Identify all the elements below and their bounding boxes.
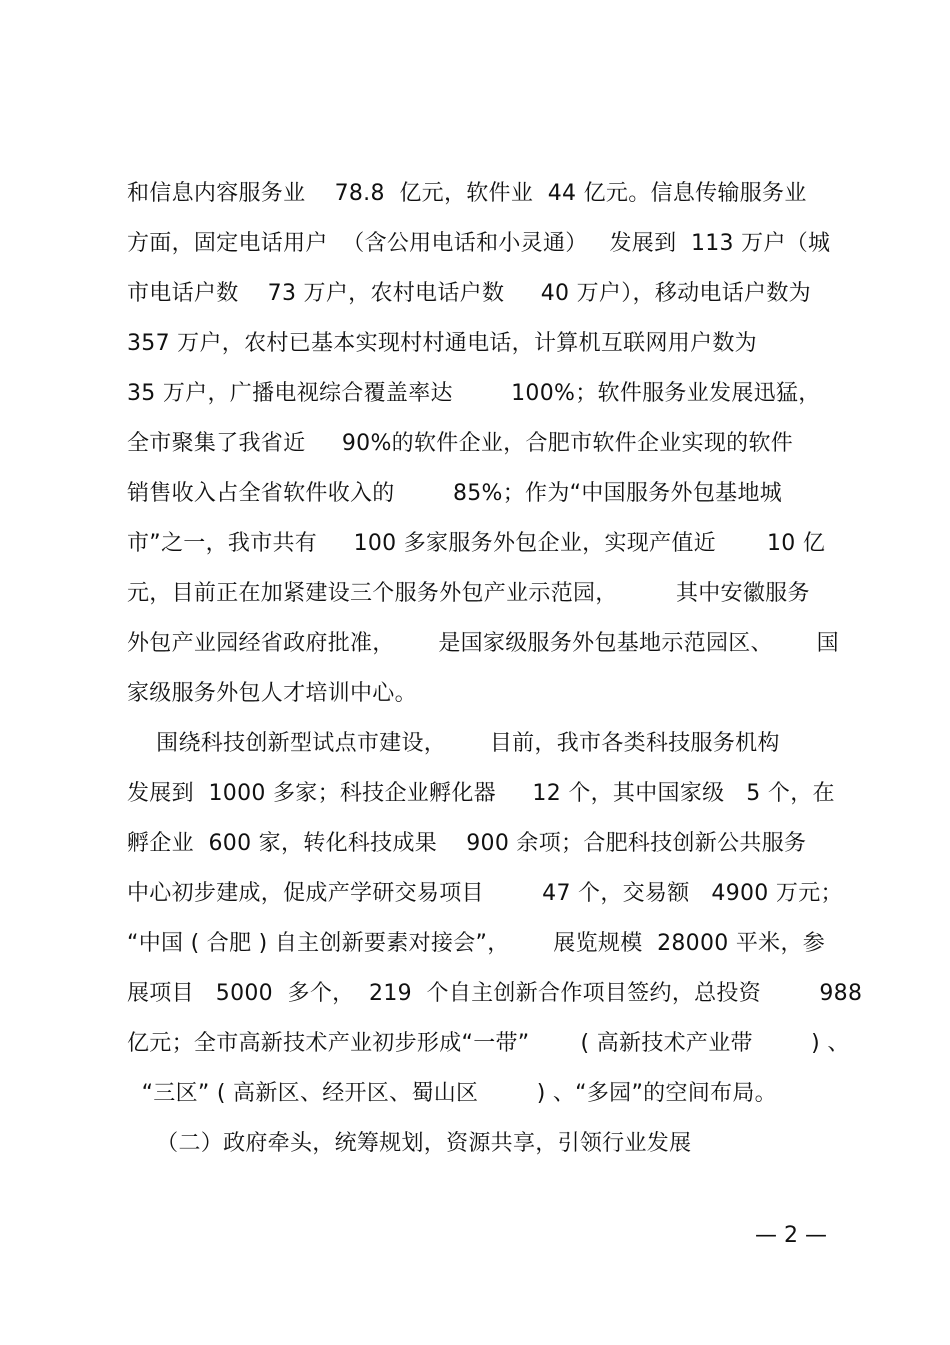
- text-line: 外包产业园经省政府批准， 是国家级服务外包基地示范园区、 国: [127, 631, 839, 656]
- text-line: 市电话户数 73 万户，农村电话户数 40 万户），移动电话户数为: [127, 281, 811, 306]
- text-line: 展项目 5000 多个， 219 个自主创新合作项目签约，总投资 988: [127, 981, 863, 1006]
- text-line: 全市聚集了我省近 90%的软件企业，合肥市软件企业实现的软件: [127, 431, 794, 456]
- text-line: 357 万户，农村已基本实现村村通电话，计算机互联网用户数为: [127, 331, 757, 356]
- text-line: 35 万户，广播电视综合覆盖率达 100%；软件服务业发展迅猛，: [127, 381, 821, 406]
- text-line: 元，目前正在加紧建设三个服务外包产业示范园， 其中安徽服务: [127, 581, 810, 606]
- section-heading: （二）政府牵头，统筹规划，资源共享，引领行业发展: [127, 1131, 692, 1156]
- text-line: 孵企业 600 家，转化科技成果 900 余项；合肥科技创新公共服务: [127, 831, 807, 856]
- paragraph-start-line: 围绕科技创新型试点市建设， 目前，我市各类科技服务机构: [127, 731, 780, 756]
- page-number: — 2 —: [755, 1223, 827, 1248]
- text-line: 和信息内容服务业 78.8 亿元，软件业 44 亿元。信息传输服务业: [127, 181, 807, 206]
- text-line: 销售收入占全省软件收入的 85%；作为“中国服务外包基地城: [127, 481, 783, 506]
- text-line: 中心初步建成，促成产学研交易项目 47 个，交易额 4900 万元；: [127, 881, 843, 906]
- text-line: 发展到 1000 多家；科技企业孵化器 12 个，其中国家级 5 个，在: [127, 781, 835, 806]
- text-line: 家级服务外包人才培训中心。: [127, 681, 417, 706]
- text-line: 亿元；全市高新技术产业初步形成“一带” ( 高新技术产业带 ) 、: [127, 1031, 850, 1056]
- text-line: “中国 ( 合肥 ) 自主创新要素对接会”， 展览规模 28000 平米，参: [127, 931, 826, 956]
- text-line: 方面，固定电话用户 （含公用电话和小灵通） 发展到 113 万户（城: [127, 231, 831, 256]
- text-line: “三区” ( 高新区、经开区、蜀山区 ) 、“多园”的空间布局。: [127, 1081, 777, 1106]
- text-line: 市”之一，我市共有 100 多家服务外包企业，实现产值近 10 亿: [127, 531, 826, 556]
